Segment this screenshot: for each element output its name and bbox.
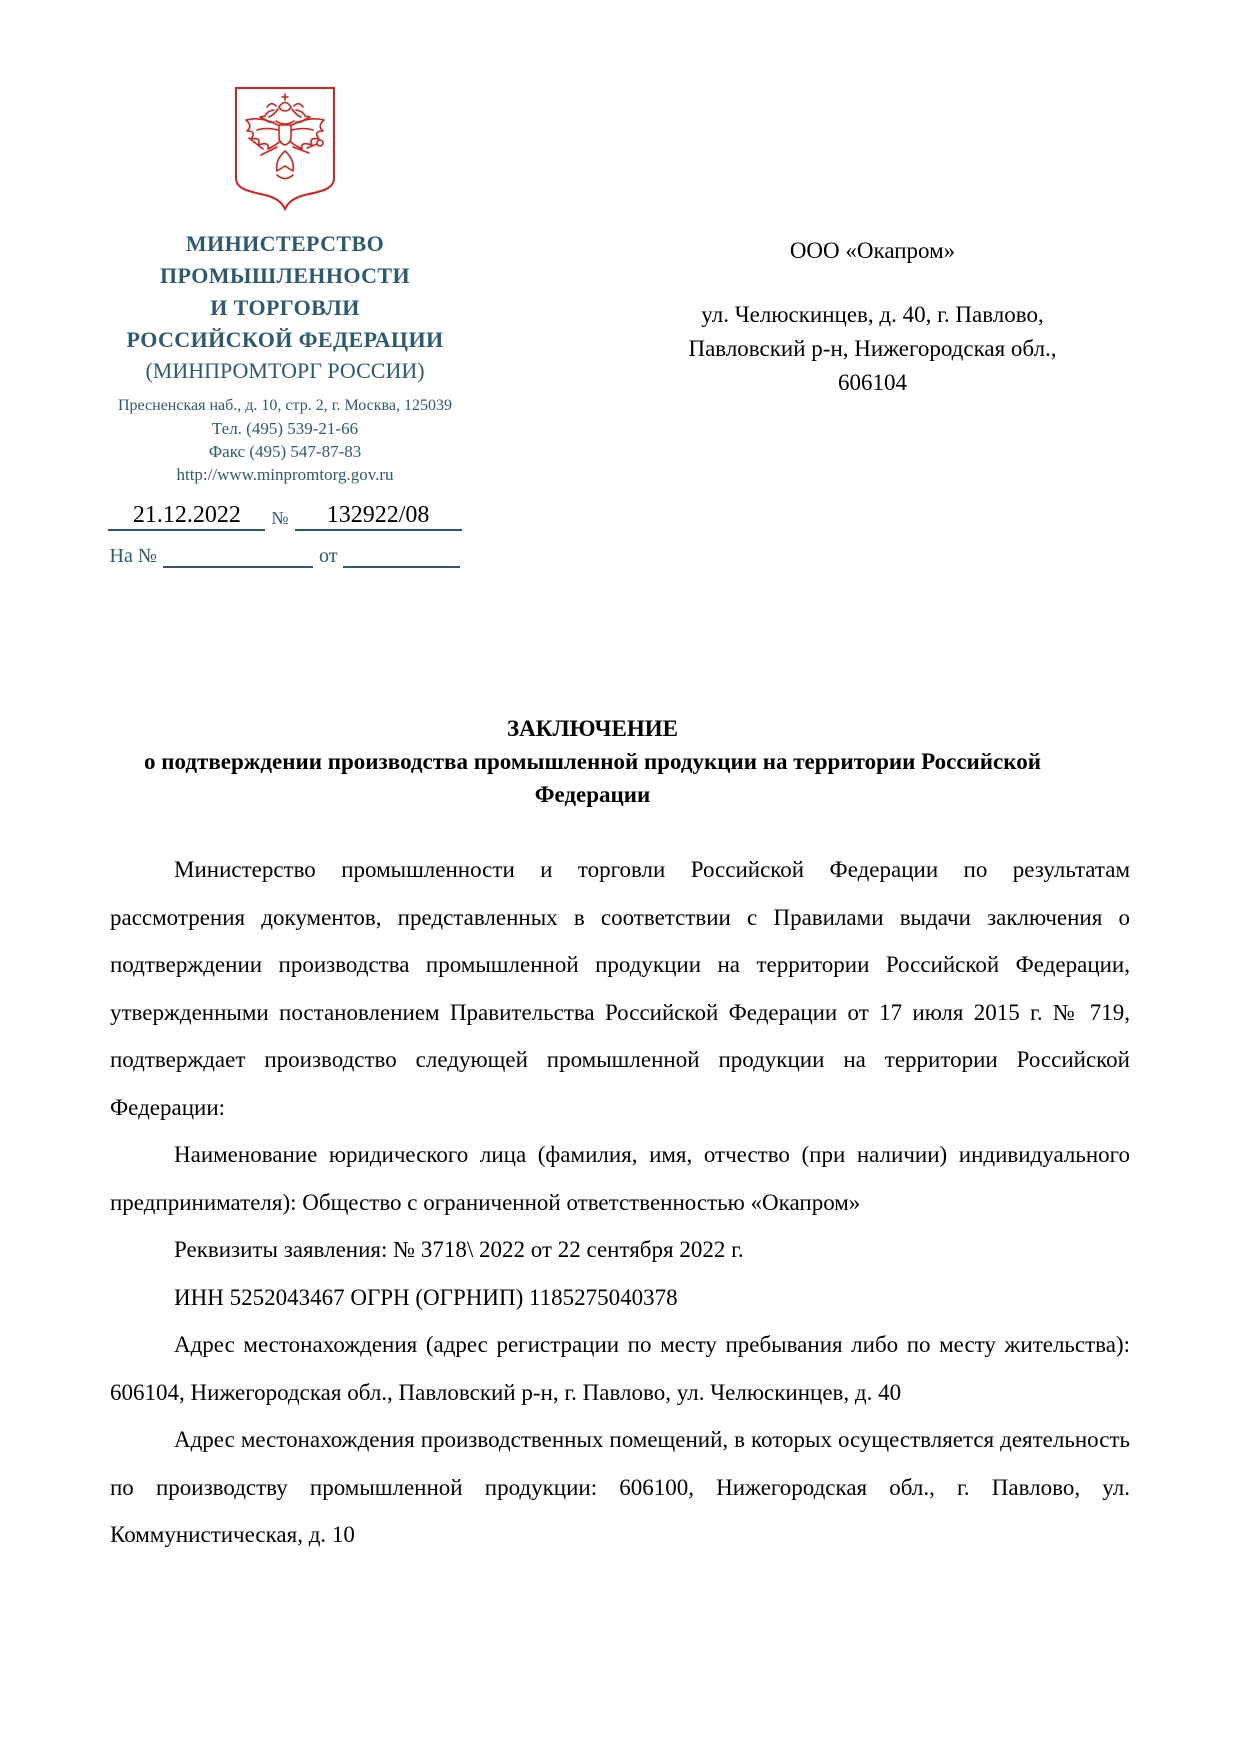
reference-date-blank bbox=[343, 544, 460, 568]
recipient-address bbox=[610, 298, 1135, 400]
recipient-name: ООО «Окапром» bbox=[789, 238, 956, 263]
body-paragraph: Реквизиты заявления: № 3718\ 2022 от 22 сентября 2022 г. bbox=[174, 1237, 744, 1262]
ministry-fax: Факс (495) 547-87-83 bbox=[208, 442, 362, 461]
russian-coat-of-arms-icon bbox=[233, 85, 337, 212]
ministry-name-line-4: РОССИЙСКОЙ ФЕДЕРАЦИИ bbox=[126, 327, 444, 352]
body-paragraph: ИНН 5252043467 ОГРН (ОГРНИП) 1185275040378 bbox=[174, 1284, 678, 1310]
document-body bbox=[110, 846, 1130, 1559]
letterhead bbox=[70, 85, 500, 568]
recipient-address-line: Павловский р-н, Нижегородская обл., bbox=[688, 336, 1057, 361]
recipient-address-line: ул. Челюскинцев, д. 40, г. Павлово, bbox=[701, 302, 1044, 327]
outgoing-number: 132922/08 bbox=[295, 502, 462, 531]
reference-row bbox=[70, 544, 500, 568]
body-paragraph: Адрес местонахождения производственных помещений, в которых осуществляется деятельность по производству промышленной продукции: 606100, Нижегородская обл., г. Павлово, ул. Коммунистическая, д. 10 bbox=[110, 1427, 1130, 1547]
reference-number-blank bbox=[163, 544, 313, 568]
ministry-name-line-1: МИНИСТЕРСТВО bbox=[185, 231, 385, 256]
reference-label: На № bbox=[109, 545, 157, 567]
reference-from-label: от bbox=[318, 545, 338, 567]
document-title: ЗАКЛЮЧЕНИЕ bbox=[507, 716, 678, 741]
document-title-block bbox=[110, 712, 1075, 811]
recipient-block bbox=[610, 236, 1135, 400]
body-paragraph: Адрес местонахождения (адрес регистрации по месту пребывания либо по месту жительства): 606104, Нижегородская обл., Павловский р-н, г. Павлово, ул. Челюскинцев, д. 40 bbox=[110, 1332, 1130, 1405]
ministry-address: Пресненская наб., д. 10, стр. 2, г. Москва, 125039 bbox=[117, 397, 452, 414]
ministry-name-line-2: ПРОМЫШЛЕННОСТИ bbox=[159, 263, 410, 288]
body-paragraph: Наименование юридического лица (фамилия, имя, отчество (при наличии) индивидуального предпринимателя): Общество с ограниченной ответственностью «Окапром» bbox=[110, 1142, 1130, 1215]
outgoing-date: 21.12.2022 bbox=[108, 502, 265, 531]
number-sign: № bbox=[271, 508, 289, 528]
recipient-address-line: 606104 bbox=[838, 370, 907, 395]
ministry-name-line-3: И ТОРГОВЛИ bbox=[210, 295, 360, 320]
outgoing-date-number-row bbox=[70, 502, 500, 531]
ministry-phone: Тел. (495) 539-21-66 bbox=[211, 419, 359, 438]
document-subtitle: о подтверждении производства промышленной продукции на территории Российской Федерации bbox=[144, 749, 1041, 807]
ministry-short-name: (МИНПРОМТОРГ РОССИИ) bbox=[145, 358, 425, 383]
body-paragraph: Министерство промышленности и торговли Российской Федерации по результатам рассмотрения документов, представленных в соответствии с Правилами выдачи заключения о подтверждении производства промышленной продукции на территории Российской Федерации, утвержденными постановлением Правительства Российской Федерации от 17 июля 2015 г. № 719, подтверждает производство следующей промышленной продукции на территории Российской Федерации: bbox=[110, 857, 1130, 1120]
ministry-website: http://www.minpromtorg.gov.ru bbox=[176, 465, 394, 484]
